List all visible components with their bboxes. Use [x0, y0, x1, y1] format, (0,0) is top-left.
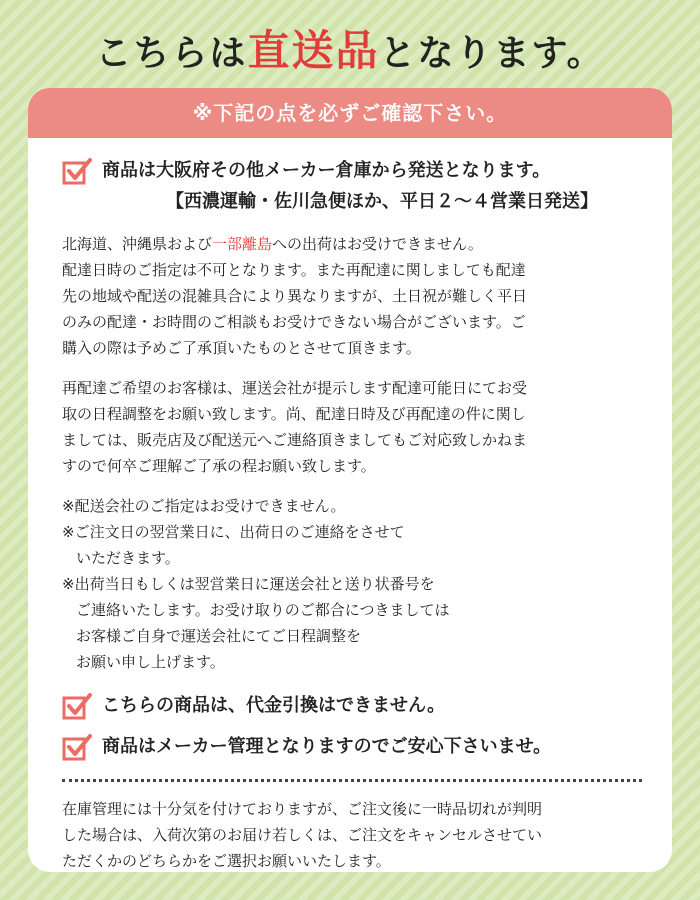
stock-notice-line: ただくかのどちらかをご選択お願いいたします。	[62, 852, 391, 870]
headline-prefix: こちらは	[95, 33, 248, 74]
delivery-paragraph-line: 購入の際は予めご了承頂いたものとさせて頂きます。	[62, 339, 421, 357]
delivery-paragraph-line: のみの配達・お時間のご相談もお受けできない場合がございます。ご	[62, 313, 526, 331]
delivery-text: 北海道、沖縄県および	[62, 235, 213, 253]
checkbox-checked-icon	[62, 157, 92, 187]
note-line: お願い申し上げます。	[76, 653, 225, 671]
stock-notice-line: した場合は、入荷次第のお届け若しくは、ご注文をキャンセルさせてい	[62, 826, 543, 844]
note-line: ※ご注文日の翌営業日に、出荷日のご連絡をさせて	[62, 523, 405, 541]
headline-accent: 直送品	[247, 26, 380, 75]
delivery-text: への出荷はお受けできません。	[272, 235, 483, 253]
check-item-no-cod	[62, 691, 662, 722]
redelivery-paragraph-line: 再配達ご希望のお客様は、運送会社が提示します配達可能日にてお受	[62, 379, 528, 397]
note-line: ご連絡いたします。お受け取りのご都合につきましては	[76, 601, 450, 619]
notice-content	[62, 138, 662, 872]
redelivery-paragraph-line: ましては、販売店及び配送元へご連絡頂きましてもご対応致しかねま	[62, 431, 528, 449]
maker-managed-heading: 商品はメーカー管理となりますのでご安心下さいませ。	[102, 736, 552, 757]
check-item-shipping	[62, 156, 662, 187]
headline-suffix: となります。	[379, 33, 605, 74]
shipping-heading: 商品は大阪府その他メーカー倉庫から発送となります。	[102, 160, 551, 181]
dotted-divider	[62, 779, 642, 782]
remote-islands-highlight: 一部離島	[212, 235, 273, 253]
no-cod-heading: こちらの商品は、代金引換はできません。	[102, 695, 446, 716]
page-headline	[0, 18, 700, 78]
shipping-carrier-note: 【西濃運輸・佐川急便ほか、平日２～４営業日発送】	[166, 191, 598, 212]
redelivery-paragraph-line: すので何卒ご理解ご了承の程お願い致します。	[62, 457, 376, 475]
checkbox-checked-icon	[62, 692, 92, 722]
note-line: お客様ご自身で運送会社にてご日程調整を	[76, 627, 362, 645]
check-item-maker-managed	[62, 732, 662, 763]
stock-notice-line: 在庫管理には十分気を付けておりますが、ご注文後に一時品切れが判明	[62, 800, 543, 818]
delivery-paragraph-line: 先の地域や配送の混雑具合により異なりますが、土日祝が難しく平日	[62, 287, 528, 305]
note-line: ※配送会社のご指定はお受けできません。	[62, 497, 346, 515]
delivery-paragraph-line: 配達日時のご指定は不可となります。また再配達に関しましても配達	[62, 261, 526, 279]
notice-card	[28, 88, 672, 872]
checkbox-checked-icon	[62, 733, 92, 763]
note-line: ※出荷当日もしくは翌営業日に運送会社と送り状番号を	[62, 575, 435, 593]
delivery-paragraph-line	[62, 231, 662, 257]
note-line: いただきます。	[76, 549, 180, 567]
notice-banner: ※下記の点を必ずご確認下さい。	[28, 88, 672, 138]
redelivery-paragraph-line: 取の日程調整をお願い致します。尚、配達日時及び再配達の件に関し	[62, 405, 526, 423]
